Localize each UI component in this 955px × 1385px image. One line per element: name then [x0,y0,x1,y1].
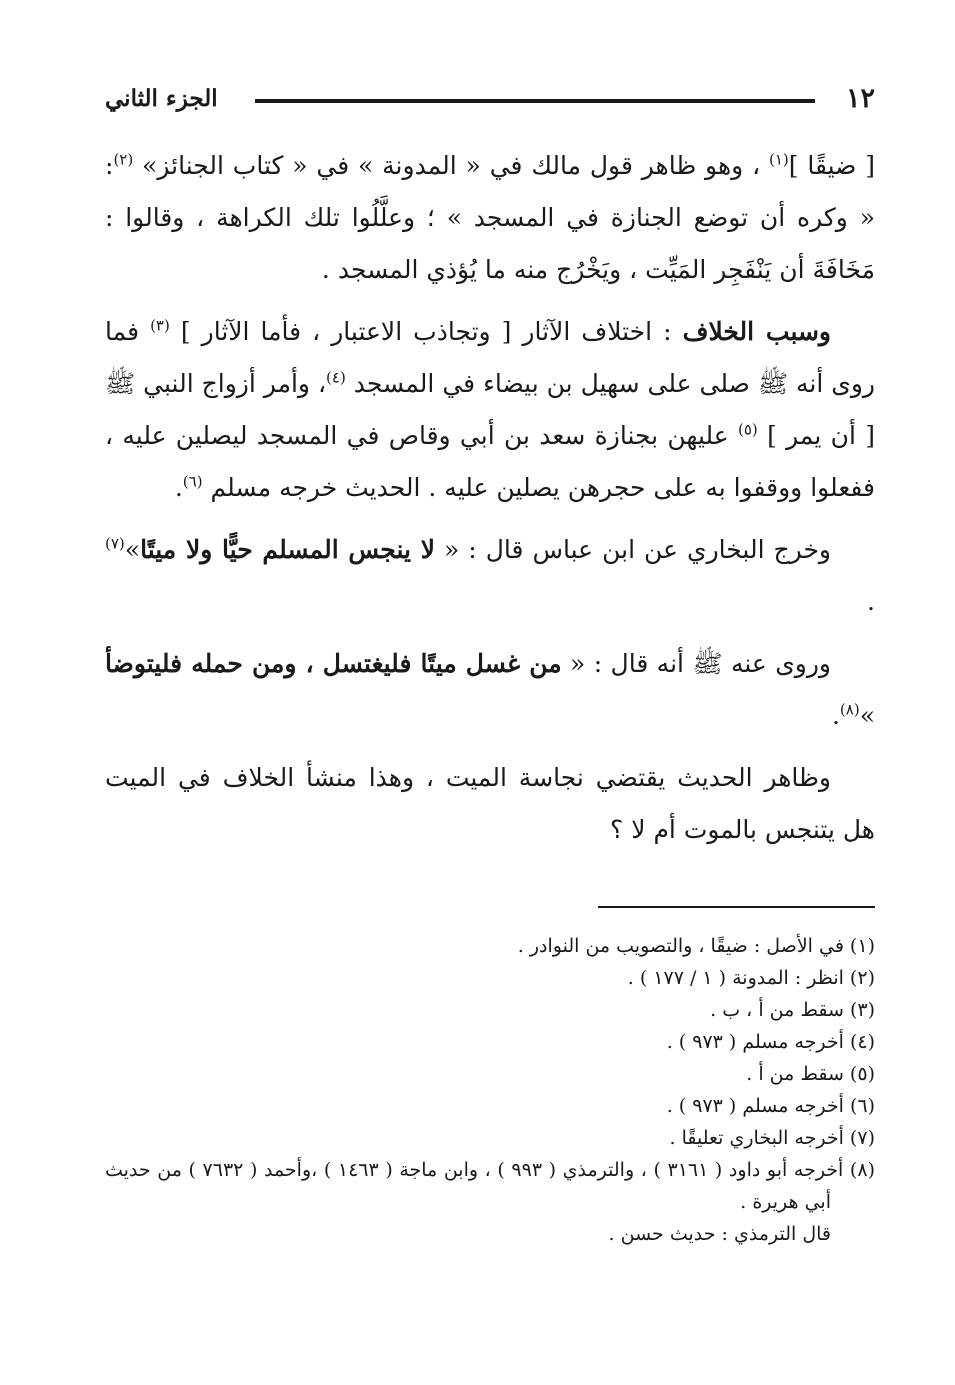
text-run: » [859,701,875,730]
paragraph-5 [105,752,875,856]
footnote-ref[interactable]: (٥) [738,420,758,439]
hadith-quote: من غسل ميتًا فليغتسل ، ومن حمله فليتوضأ [105,649,562,678]
bold-heading: وسبب الخلاف [682,317,832,346]
paragraph-4 [105,638,875,742]
footnote-ref[interactable]: (٣) [150,316,170,335]
paragraph-2 [105,306,875,514]
text-run: : « وكره أن توضع الجنازة في المسجد » ؛ وعلَّلُوا تلك الكراهة ، وقالوا : مَخَافَةَ أن يَنْفَجِر المَيِّت ، ويَخْرُج منه ما يُؤذي المسجد . [105,151,875,284]
text-run: . [174,473,183,502]
text-run: . [831,701,840,730]
footnotes-section [105,930,875,1250]
text-run: . [867,587,875,616]
running-title: الجزء الثاني [105,85,218,112]
hadith-quote: لا ينجس المسلم حيًّا ولا ميتًا [140,535,435,564]
footnote-6: (٦) أخرجه مسلم ( ٩٧٣ ) . [666,1095,875,1117]
footnote-separator [598,906,875,908]
text-run: وروى عنه ﷺ أنه قال : « [561,649,831,678]
page-number: ١٢ [845,83,875,114]
footnote-ref[interactable]: (١) [768,150,789,169]
text-run: عليهن بجنازة سعد بن أبي وقاص في المسجد ليصلين عليه ، ففعلوا ووقفوا به على حجرهن يصلين عليه . الحديث خرجه مسلم [105,421,875,502]
paragraph-3 [105,524,875,628]
text-run: ، وأمر أزواج النبي ﷺ [ أن يمر ] [105,369,875,450]
footnote-4: (٤) أخرجه مسلم ( ٩٧٣ ) . [666,1031,875,1053]
text-run: » [124,535,141,564]
footnote-ref[interactable]: (٦) [182,472,203,491]
text-run: وظاهر الحديث يقتضي نجاسة الميت ، وهذا منشأ الخلاف في الميت هل يتنجس بالموت أم لا ؟ [105,763,875,844]
footnote-ref[interactable]: (٤) [326,368,346,387]
footnote-ref[interactable]: (٨) [839,700,860,719]
main-text [105,140,875,866]
footnote-3: (٣) سقط من أ ، ب . [710,999,875,1021]
footnote-2: (٢) انظر : المدونة ( ١ / ١٧٧ ) . [627,967,875,989]
footnote-1: (١) في الأصل : ضيقًا ، والتصويب من النوادر . [517,935,875,957]
header-rule [255,99,815,103]
footnote-8-note: قال الترمذي : حديث حسن . [608,1223,831,1245]
footnote-5: (٥) سقط من أ . [746,1063,875,1085]
text-run: : اختلاف الآثار [ وتجاذب الاعتبار ، فأما الآثار ] [169,317,683,346]
text-run: وخرج البخاري عن ابن عباس قال : « [434,535,831,564]
paragraph-1 [105,140,875,296]
footnote-ref[interactable]: (٧) [105,534,125,553]
text-run: [ ضيقًا ] [788,151,875,180]
footnote-ref[interactable]: (٢) [113,150,134,169]
footnote-7: (٧) أخرجه البخاري تعليقًا . [669,1127,875,1149]
page-header [105,82,875,116]
text-run: فما روى أنه ﷺ صلى على سهيل بن بيضاء في المسجد [105,317,875,398]
footnote-8: (٨) أخرجه أبو داود ( ٣١٦١ ) ، والترمذي ( ٩٩٣ ) ، وابن ماجة ( ١٤٦٣ ) ،وأحمد ( ٧٦٣٢ ) من حديث أبي هريرة . [105,1159,875,1213]
text-run: ، وهو ظاهر قول مالك في « المدونة » في « كتاب الجنائز» [133,151,769,180]
